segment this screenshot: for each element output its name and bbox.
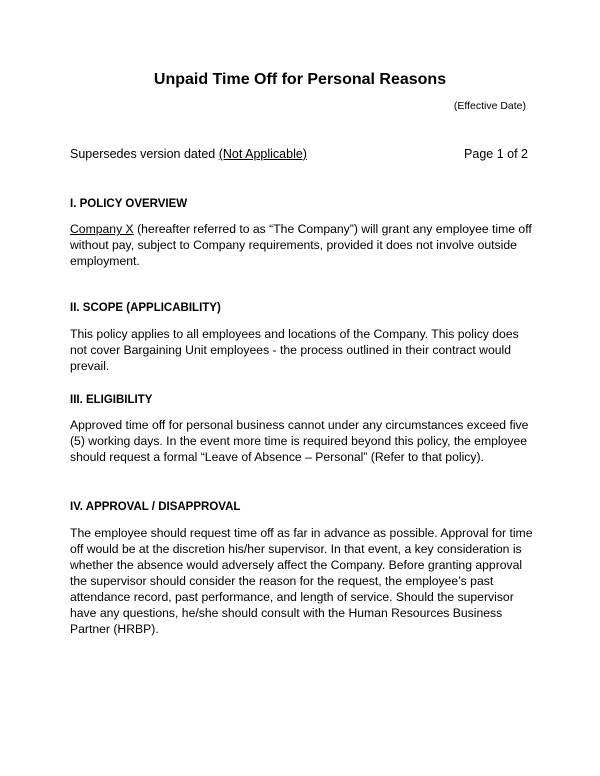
section-body-policy-overview <box>70 221 535 269</box>
supersedes-label: Supersedes version dated <box>70 147 219 161</box>
supersedes-value: (Not Applicable) <box>218 147 307 161</box>
section-heading-policy-overview: I. POLICY OVERVIEW <box>70 198 188 210</box>
section-body-approval: The employee should request time off as far in advance as possible. Approval for time off would be at the discretion his/her supervisor. In that event, a key consideration is whether the absence would adversely affect the Company. Before granting approval the supervisor should consider the reason for the request, the employee’s past attendance record, past performance, and length of service. Should the supervisor have any questions, he/she should consult with the Human Resources Business Partner (HRBP). <box>70 526 533 636</box>
company-name: Company X <box>70 222 134 236</box>
document-title: Unpaid Time Off for Personal Reasons <box>153 71 447 88</box>
supersedes-row <box>70 147 528 161</box>
effective-date: (Effective Date) <box>453 100 526 112</box>
section-body-eligibility: Approved time off for personal business cannot under any circumstances exceed five (5) working days. In the event more time is required beyond this policy, the employee should request a formal “Leave of Absence – Personal” (Refer to that policy). <box>70 418 529 464</box>
policy-overview-text: (hereafter referred to as “The Company”) will grant any employee time off without pay, subject to Company requirements, provided it does not involve outside employment. <box>70 222 532 268</box>
page-indicator: Page 1 of 2 <box>464 147 528 161</box>
section-heading-scope: II. SCOPE (APPLICABILITY) <box>70 302 221 314</box>
section-heading-approval: IV. APPROVAL / DISAPPROVAL <box>70 501 241 513</box>
section-heading-eligibility: III. ELIGIBILITY <box>70 394 153 406</box>
supersedes-line <box>70 147 307 161</box>
section-body-scope: This policy applies to all employees and locations of the Company. This policy does not cover Bargaining Unit employees - the process outlined in their contract would prevail. <box>70 327 519 373</box>
